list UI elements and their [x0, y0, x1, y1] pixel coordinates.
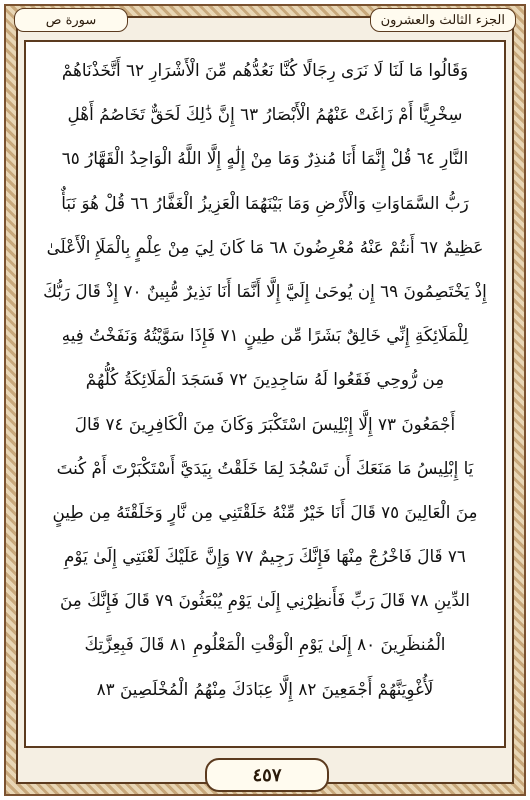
text-line	[34, 578, 496, 622]
text-line-content: الدِّينِ ٧٨ قَالَ رَبِّ فَأَنظِرْنِي إِلَىٰ يَوْمِ يُبْعَثُونَ ٧٩ قَالَ فَإِنَّكَ مِنَ	[60, 590, 470, 611]
text-line	[34, 269, 496, 313]
text-line-content: مِنَ الْعَالِينَ ٧٥ قَالَ أَنَا خَيْرٌ مِّنْهُ خَلَقْتَنِي مِن نَّارٍ وَخَلَقْتَهُ مِن طِينٍ	[52, 501, 478, 522]
text-line	[34, 490, 496, 534]
text-line-content: النَّارِ ٦٤ قُلْ إِنَّمَا أَنَا مُنذِرٌ وَمَا مِنْ إِلَٰهٍ إِلَّا اللَّهُ الْوَاحِدُ الْقَهَّارُ ٦٥	[61, 148, 469, 169]
text-line-content: يَا إِبْلِيسُ مَا مَنَعَكَ أَن تَسْجُدَ لِمَا خَلَقْتُ بِيَدَيَّ أَسْتَكْبَرْتَ أَمْ كُنتَ	[56, 457, 474, 478]
text-line-content: الْمُنظَرِينَ ٨٠ إِلَىٰ يَوْمِ الْوَقْتِ الْمَعْلُومِ ٨١ قَالَ فَبِعِزَّتِكَ	[84, 634, 446, 655]
text-line	[34, 357, 496, 401]
surah-name-label: سورة ص	[14, 8, 128, 32]
text-line	[34, 402, 496, 446]
text-line-content: إِذْ يَخْتَصِمُونَ ٦٩ إِن يُوحَىٰ إِلَيَّ إِلَّا أَنَّمَا أَنَا نَذِيرٌ مُّبِينٌ ٧٠ إِذْ قَالَ رَبُّكَ	[43, 280, 487, 301]
text-line-content: وَقَالُوا مَا لَنَا لَا نَرَى رِجَالًا كُنَّا نَعُدُّهُم مِّنَ الْأَشْرَارِ ٦٢ أَتَّخَذْنَاهُمْ	[61, 60, 469, 80]
text-line-content: ٧٦ قَالَ فَاخْرُجْ مِنْهَا فَإِنَّكَ رَجِيمٌ ٧٧ وَإِنَّ عَلَيْكَ لَعْنَتِي إِلَىٰ يَوْمِ	[64, 546, 466, 567]
text-line	[34, 622, 496, 666]
page-header	[14, 8, 516, 32]
text-line	[34, 92, 496, 136]
text-line-content: عَظِيمٌ ٦٧ أَنتُمْ عَنْهُ مُعْرِضُونَ ٦٨ مَا كَانَ لِيَ مِنْ عِلْمٍ بِالْمَلَإِ الْأَعْلَىٰ	[46, 236, 484, 257]
text-line-content: مِن رُّوحِي فَقَعُوا لَهُ سَاجِدِينَ ٧٢ فَسَجَدَ الْمَلَائِكَةُ كُلُّهُمْ	[85, 369, 445, 390]
text-line	[34, 446, 496, 490]
text-line-content: رَبُّ السَّمَاوَاتِ وَالْأَرْضِ وَمَا بَيْنَهُمَا الْعَزِيزُ الْغَفَّارُ ٦٦ قُلْ هُوَ نَبَأٌ	[61, 192, 469, 213]
text-line	[34, 136, 496, 180]
text-line	[34, 534, 496, 578]
text-line-content: سِخْرِيًّا أَمْ زَاغَتْ عَنْهُمُ الْأَبْصَارُ ٦٣ إِنَّ ذَٰلِكَ لَحَقٌّ تَخَاصُمُ أَهْلِ	[67, 104, 463, 125]
text-line-content: أَجْمَعُونَ ٧٣ إِلَّا إِبْلِيسَ اسْتَكْبَرَ وَكَانَ مِنَ الْكَافِرِينَ ٧٤ قَالَ	[74, 413, 456, 434]
text-line	[34, 667, 496, 711]
quran-text-panel	[24, 40, 506, 748]
page-number: ٤٥٧	[205, 758, 329, 792]
text-line	[34, 313, 496, 357]
text-line	[34, 48, 496, 92]
text-line-content: لِلْمَلَائِكَةِ إِنِّي خَالِقٌ بَشَرًا مِّن طِينٍ ٧١ فَإِذَا سَوَّيْتُهُ وَنَفَخْتُ فِيهِ	[61, 325, 469, 346]
text-line	[34, 181, 496, 225]
text-line-content: لَأُغْوِيَنَّهُمْ أَجْمَعِينَ ٨٢ إِلَّا عِبَادَكَ مِنْهُمُ الْمُخْلَصِينَ ٨٣	[96, 678, 434, 699]
juz-label: الجزء الثالث والعشرون	[370, 8, 516, 32]
text-line	[34, 225, 496, 269]
